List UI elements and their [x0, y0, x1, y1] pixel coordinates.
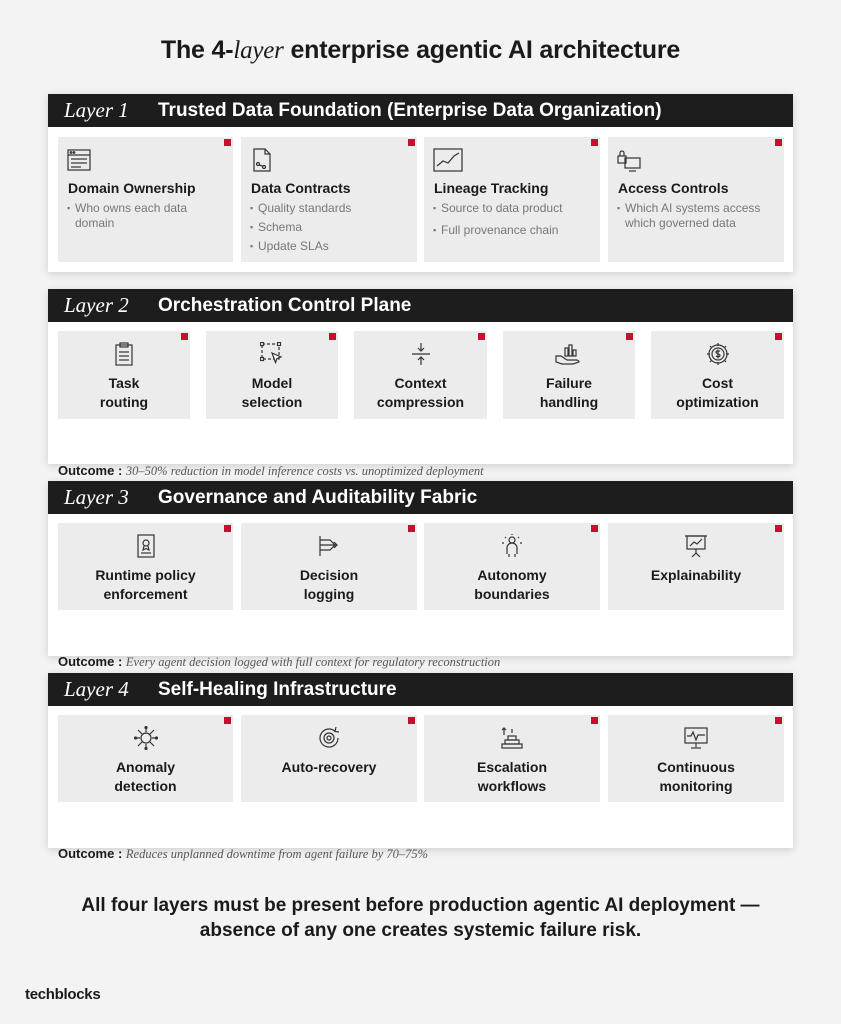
card-anomaly-detection — [58, 715, 233, 802]
bullet-item: ▪ Which AI systems access which governed data — [617, 201, 776, 231]
compress-arrows-icon — [409, 342, 433, 366]
accent-square — [775, 333, 782, 340]
accent-square — [775, 139, 782, 146]
accent-square — [408, 139, 415, 146]
accent-square — [181, 333, 188, 340]
accent-square — [591, 139, 598, 146]
layer-2-label: Layer 2 — [64, 293, 129, 317]
footer-statement — [0, 893, 841, 943]
card-model-selection — [206, 331, 338, 419]
clipboard-icon — [112, 342, 136, 366]
outcome-text: Every agent decision logged with full context for regulatory reconstruction — [125, 655, 501, 669]
card-explainability — [608, 523, 784, 610]
layer-4-label: Layer 4 — [64, 677, 129, 701]
accent-square — [224, 139, 231, 146]
card-runtime-policy — [58, 523, 233, 610]
browser-window-icon — [67, 148, 91, 172]
bullet-item: ▪ Full provenance chain — [433, 223, 592, 238]
card-title: Auto-recovery — [281, 759, 377, 775]
bullet-list — [67, 201, 225, 235]
accent-square — [224, 717, 231, 724]
accent-square — [591, 717, 598, 724]
card-title: Data Contracts — [251, 180, 351, 196]
hand-chart-icon — [555, 342, 583, 366]
card-decision-logging — [241, 523, 417, 610]
recovery-circle-icon — [317, 726, 341, 750]
title-italic: layer — [233, 37, 284, 64]
techblocks-logo: techblocks — [25, 986, 101, 1003]
card-title: Task routing — [99, 375, 149, 410]
card-title: Autonomy boundaries — [474, 567, 550, 602]
card-cost-optimization — [651, 331, 784, 419]
bullet-item: ▪ Update SLAs — [250, 239, 409, 254]
layer-1-label: Layer 1 — [64, 98, 129, 122]
presentation-board-icon — [684, 534, 708, 558]
card-title: Lineage Tracking — [434, 180, 549, 196]
bullet-item: ▪ Who owns each data domain — [67, 201, 225, 231]
layer-1-title: Trusted Data Foundation (Enterprise Data Organization) — [158, 99, 662, 121]
layer-4-header — [48, 673, 793, 706]
footer-line-2: absence of any one creates systemic failure risk. — [199, 920, 642, 941]
document-contract-icon — [250, 148, 274, 172]
title-suffix: enterprise agentic AI architecture — [283, 36, 681, 64]
card-access-controls — [608, 137, 784, 262]
layer-1-panel — [48, 94, 793, 272]
bullet-list — [617, 201, 776, 235]
card-title: Decision logging — [299, 567, 359, 602]
accent-square — [775, 717, 782, 724]
card-title: Continuous monitoring — [657, 759, 735, 794]
layer-2-title: Orchestration Control Plane — [158, 294, 412, 316]
outcome-label: Outcome : — [58, 846, 123, 861]
accent-square — [775, 525, 782, 532]
accent-square — [626, 333, 633, 340]
layer-3-label: Layer 3 — [64, 485, 129, 509]
virus-icon — [134, 726, 158, 750]
card-title: Domain Ownership — [68, 180, 196, 196]
accent-square — [329, 333, 336, 340]
outcome-label: Outcome : — [58, 463, 123, 478]
dollar-gear-icon — [706, 342, 730, 366]
bullet-item: ▪ Schema — [250, 220, 409, 235]
stairs-arrow-icon — [500, 726, 524, 750]
lock-monitor-icon — [617, 148, 641, 172]
layer-2-header — [48, 289, 793, 322]
title-prefix: The 4- — [160, 36, 234, 64]
bullet-item: ▪ Source to data product — [433, 201, 592, 216]
card-task-routing — [58, 331, 190, 419]
card-title: Anomaly detection — [114, 759, 177, 794]
bullet-list — [433, 201, 592, 242]
layer-3-header — [48, 481, 793, 514]
card-escalation-workflows — [424, 715, 600, 802]
outcome-layer-4 — [58, 846, 428, 862]
card-title: Model selection — [241, 375, 303, 410]
footer-line-1: All four layers must be present before production agentic AI deployment — — [81, 895, 760, 916]
card-auto-recovery — [241, 715, 417, 802]
layer-2-panel — [48, 289, 793, 478]
card-data-contracts — [241, 137, 417, 262]
card-title: Cost optimization — [676, 375, 759, 410]
line-graph-icon — [433, 148, 463, 172]
selection-cursor-icon — [260, 342, 284, 366]
accent-square — [408, 525, 415, 532]
card-title: Escalation workflows — [476, 759, 548, 794]
person-boundary-icon — [500, 534, 524, 558]
layer-3-panel — [48, 481, 793, 669]
layer-3-title: Governance and Auditability Fabric — [158, 486, 478, 508]
page-title — [0, 36, 841, 65]
accent-square — [591, 525, 598, 532]
card-lineage-tracking — [424, 137, 600, 262]
card-continuous-monitoring — [608, 715, 784, 802]
card-domain-ownership — [58, 137, 233, 262]
outcome-text: 30–50% reduction in model inference costs vs. unoptimized deployment — [125, 464, 484, 478]
accent-square — [408, 717, 415, 724]
accent-square — [478, 333, 485, 340]
layer-4-panel — [48, 673, 793, 861]
outcome-layer-3 — [58, 654, 500, 670]
card-title: Failure handling — [539, 375, 599, 410]
bullet-item: ▪ Quality standards — [250, 201, 409, 216]
accent-square — [224, 525, 231, 532]
card-failure-handling — [503, 331, 635, 419]
layer-4-title: Self-Healing Infrastructure — [158, 678, 397, 700]
monitor-chart-icon — [684, 726, 708, 750]
outcome-text: Reduces unplanned downtime from agent failure by 70–75% — [125, 847, 429, 861]
outcome-layer-2 — [58, 463, 484, 479]
bullet-list — [250, 201, 409, 258]
card-title: Explainability — [650, 567, 742, 583]
card-title: Runtime policy enforcement — [95, 567, 196, 602]
layer-1-header — [48, 94, 793, 127]
branch-arrows-icon — [317, 534, 341, 558]
policy-document-icon — [134, 534, 158, 558]
card-context-compression — [354, 331, 487, 419]
card-title: Context compression — [376, 375, 465, 410]
card-autonomy-boundaries — [424, 523, 600, 610]
outcome-label: Outcome : — [58, 654, 123, 669]
card-title: Access Controls — [618, 180, 729, 196]
